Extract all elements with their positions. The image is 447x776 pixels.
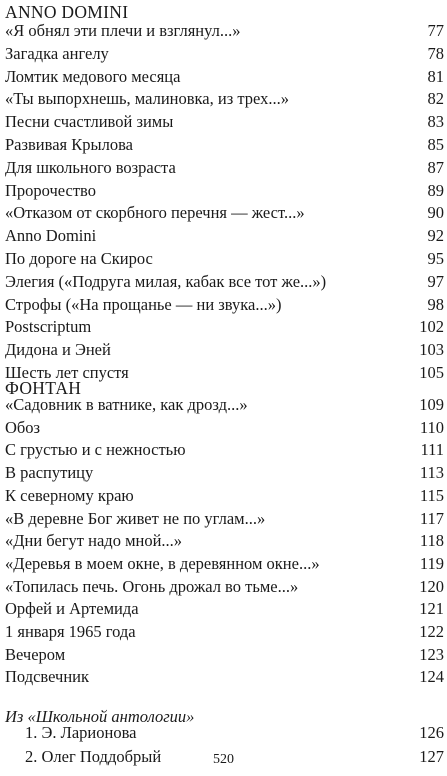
toc-entry-page: 95: [427, 249, 444, 268]
toc-entry-title: Пророчество: [5, 180, 96, 200]
toc-entry-title: По дороге на Скирос: [5, 249, 153, 268]
toc-entry: [5, 338, 444, 362]
toc-entry-title: «Топилась печь. Огонь дрожал во тьме...»: [5, 576, 299, 596]
toc-entry-title: Песни счастливой зимы: [5, 112, 174, 132]
toc-entry-page: 109: [419, 395, 444, 414]
toc-entry-title: 1. Э. Ларионова: [25, 723, 137, 742]
toc-entry-title: К северному краю: [5, 485, 134, 505]
toc-entry: [5, 65, 444, 89]
toc-entry-title: «Отказом от скорбного перечня — жест...»: [5, 203, 305, 223]
toc-entry-title: «Я обнял эти плечи и взглянул...»: [5, 21, 241, 40]
toc-entry-title: Элегия («Подруга милая, кабак все тот же...»): [5, 271, 327, 291]
toc-entry-page: 121: [419, 599, 444, 619]
section-title-anno-domini: ANNO DOMINI: [5, 2, 129, 22]
toc-entry-title: Развивая Крылова: [5, 135, 133, 154]
toc-entry-page: 103: [419, 340, 444, 360]
toc-entry-title: Anno Domini: [5, 226, 97, 246]
toc-entry: [5, 393, 444, 417]
toc-entry-page: 87: [427, 157, 444, 177]
toc-entry: [5, 575, 444, 599]
toc-entry-title: Строфы («На прощанье — ни звука...»): [5, 294, 282, 314]
toc-entry: [5, 19, 444, 43]
toc-entry-page: 105: [419, 363, 444, 382]
toc-entry: [5, 665, 444, 689]
subsection-title: Из «Школьной антологии»: [5, 707, 195, 726]
toc-entry-title: Загадка ангелу: [5, 43, 109, 63]
toc-entry-title: «Дни бегут надо мной...»: [5, 531, 183, 551]
toc-entry-title: Подсвечник: [5, 667, 89, 687]
toc-entry-page: 119: [419, 553, 444, 573]
toc-entry: [5, 484, 444, 508]
toc-entry: [5, 438, 444, 462]
toc-entry: [5, 247, 444, 271]
toc-entry-title: «В деревне Бог живет не по углам...»: [5, 508, 266, 528]
section-title-fontan: ФОНТАН: [5, 378, 82, 398]
toc-entry-title: 2. Олег Поддобрый: [25, 746, 162, 766]
toc-entry-page: 122: [419, 622, 444, 641]
toc-entry: [5, 270, 444, 294]
toc-entry-title: Дидона и Эней: [5, 340, 111, 360]
toc-entry-page: 123: [419, 644, 444, 664]
toc-entry-page: 111: [420, 440, 444, 460]
toc-entry: [5, 529, 444, 553]
toc-entry-page: 124: [419, 667, 444, 687]
toc-entry-page: 97: [427, 271, 444, 291]
toc-entry-title: «Ты выпорхнешь, малиновка, из трех...»: [5, 89, 289, 109]
toc-entry-title: Орфей и Артемида: [5, 599, 139, 619]
toc-entry-title: Для школьного возраста: [5, 157, 176, 177]
toc-entry-title: «Садовник в ватнике, как дрозд...»: [5, 395, 248, 414]
toc-entry-page: 90: [427, 203, 444, 223]
toc-entry-page: 81: [427, 66, 444, 86]
page-number: 520: [213, 752, 234, 767]
toc-entry: [5, 643, 444, 667]
toc-entry-page: 127: [419, 746, 444, 766]
toc-entry: [5, 110, 444, 134]
toc-entry-page: 115: [419, 485, 444, 505]
toc-entry: [5, 597, 444, 621]
toc-entry-title: С грустью и с нежностью: [5, 440, 186, 460]
toc-entry-page: 98: [427, 294, 444, 314]
toc-entry-page: 118: [419, 531, 444, 551]
toc-entry-title: 1 января 1965 года: [5, 622, 136, 641]
toc-entry-page: 85: [427, 135, 444, 154]
toc-entry: [5, 42, 444, 66]
toc-entry: [5, 416, 444, 440]
toc-entry: [5, 293, 444, 317]
toc-entry: [5, 620, 444, 644]
toc-entry: [5, 201, 444, 225]
toc-entry-page: 120: [419, 576, 444, 596]
toc-entry-title: Ломтик медового месяца: [5, 66, 181, 86]
toc-entry: [5, 87, 444, 111]
toc-entry: [5, 552, 444, 576]
toc-entry-page: 89: [427, 180, 444, 200]
toc-entry-page: 113: [419, 463, 444, 483]
toc-entry-page: 126: [419, 723, 444, 742]
toc-entry-title: В распутицу: [5, 463, 94, 483]
toc-entry-page: 77: [427, 21, 444, 40]
toc-entry: [5, 133, 444, 157]
toc-page: [3, 0, 444, 776]
toc-entry: [5, 315, 444, 339]
toc-entry: [5, 156, 444, 180]
toc-entry-page: 82: [427, 89, 444, 109]
toc-entry: [5, 179, 444, 203]
toc-entry-title: «Деревья в моем окне, в деревянном окне...»: [5, 553, 320, 573]
toc-entry: [5, 224, 444, 248]
toc-entry: [5, 461, 444, 485]
toc-entry-page: 83: [427, 112, 444, 132]
toc-entry: [25, 721, 444, 745]
toc-entry-title: Шесть лет спустя: [5, 363, 129, 382]
toc-entry-page: 92: [427, 226, 444, 246]
toc-entry-page: 110: [419, 417, 444, 437]
toc-entry-page: 102: [419, 317, 444, 337]
toc-entry-page: 117: [419, 508, 444, 528]
toc-entry-page: 78: [427, 43, 444, 63]
toc-entry-title: Postscriptum: [5, 317, 92, 337]
toc-entry-title: Обоз: [5, 417, 41, 437]
toc-entry-title: Вечером: [5, 644, 66, 664]
toc-entry: [5, 507, 444, 531]
